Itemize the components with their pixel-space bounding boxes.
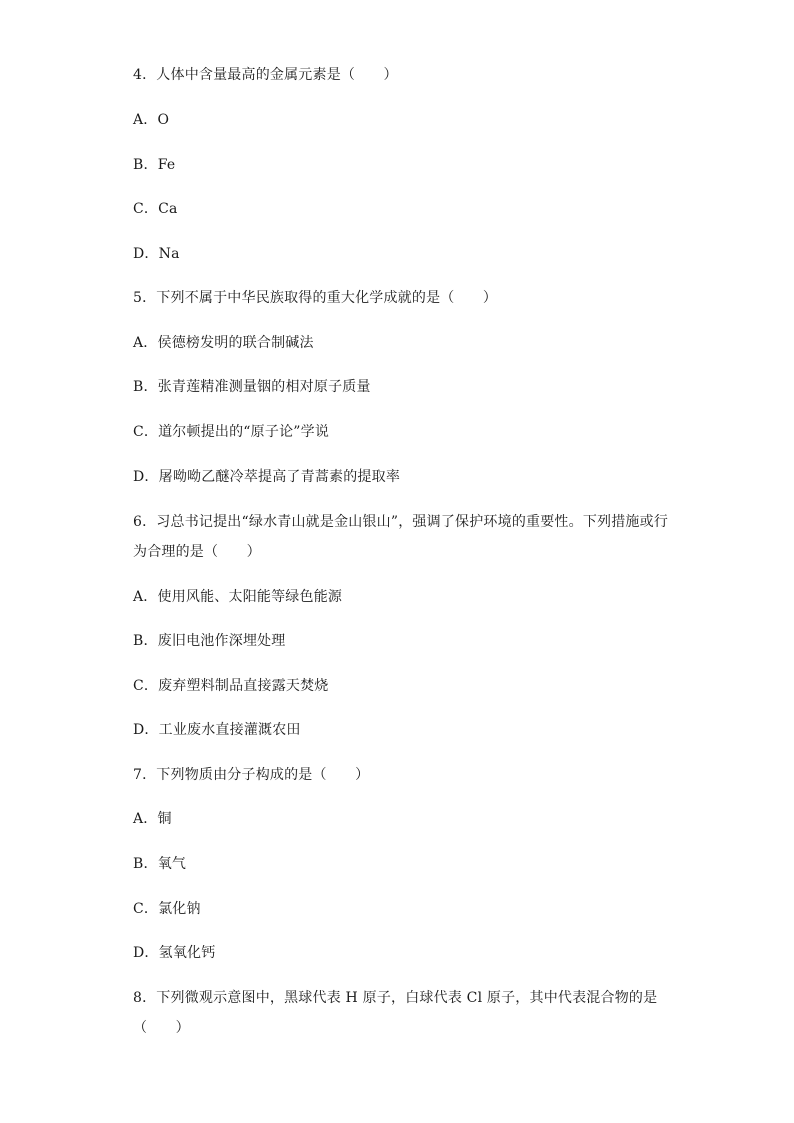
question-6-option-c: C．废弃塑料制品直接露天焚烧 bbox=[133, 678, 329, 694]
question-4-option-b: B．Fe bbox=[133, 157, 176, 173]
question-6-option-a: A．使用风能、太阳能等绿色能源 bbox=[133, 589, 343, 605]
question-8-stem-line-1: 8．下列微观示意图中，黑球代表 H 原子，白球代表 Cl 原子，其中代表混合物的是 bbox=[133, 990, 658, 1006]
question-4-option-d: D．Na bbox=[133, 246, 180, 262]
question-4-option-c: C．Ca bbox=[133, 201, 178, 217]
question-7-option-c: C．氯化钠 bbox=[133, 901, 201, 917]
question-6-option-d: D．工业废水直接灌溉农田 bbox=[133, 722, 301, 738]
question-4-option-a: A．O bbox=[133, 112, 170, 128]
question-7-stem: 7．下列物质由分子构成的是（ ） bbox=[133, 767, 370, 783]
question-6-option-b: B．废旧电池作深埋处理 bbox=[133, 633, 286, 649]
question-5-option-c: C．道尔顿提出的“原子论”学说 bbox=[133, 424, 330, 440]
question-5-option-a: A．侯德榜发明的联合制碱法 bbox=[133, 335, 314, 351]
question-4-stem: 4．人体中含量最高的金属元素是（ ） bbox=[133, 67, 398, 83]
question-6-stem-line-1: 6．习总书记提出“绿水青山就是金山银山”，强调了保护环境的重要性。下列措施或行 bbox=[133, 514, 669, 530]
question-7-option-b: B．氧气 bbox=[133, 856, 187, 872]
question-6-stem-line-2: 为合理的是（ ） bbox=[133, 544, 261, 560]
question-5-option-d: D．屠呦呦乙醚冷萃提高了青蒿素的提取率 bbox=[133, 469, 401, 485]
question-5-stem: 5．下列不属于中华民族取得的重大化学成就的是（ ） bbox=[133, 290, 498, 306]
question-7-option-a: A．铜 bbox=[133, 811, 172, 827]
question-8-stem-line-2: （ ） bbox=[133, 1020, 190, 1036]
question-7-option-d: D．氢氧化钙 bbox=[133, 945, 216, 961]
question-5-option-b: B．张青莲精准测量铟的相对原子质量 bbox=[133, 379, 371, 395]
